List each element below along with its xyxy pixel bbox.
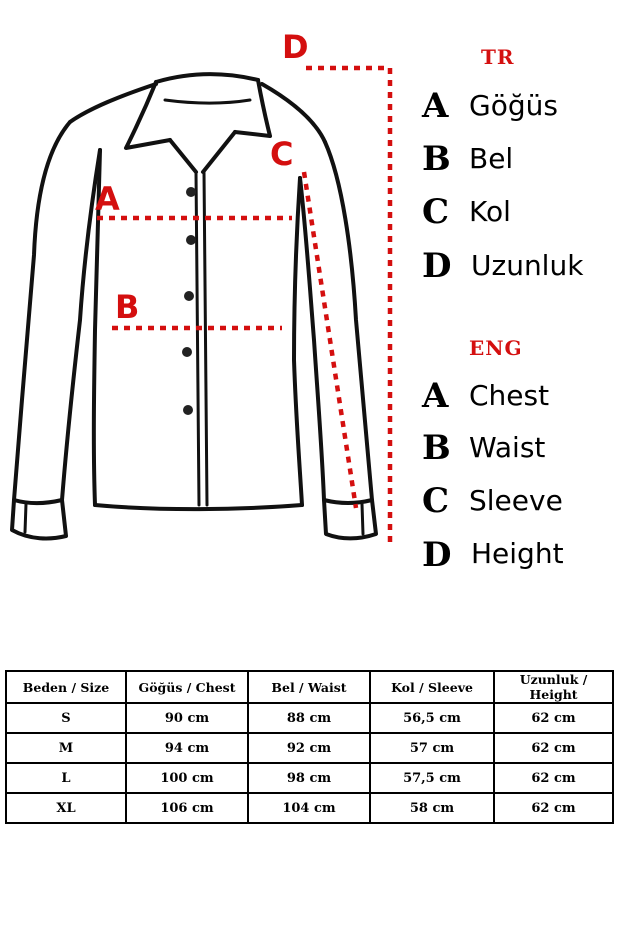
table-header-row: [6, 671, 613, 703]
table-row: [6, 733, 613, 763]
cell-waist: 88 cm: [248, 703, 370, 733]
legend-tr-title: TR: [481, 45, 515, 69]
header-sleeve: Kol / Sleeve: [370, 671, 494, 703]
shirt-button: [182, 347, 192, 357]
cell-chest: 90 cm: [126, 703, 248, 733]
marker-a: A: [95, 180, 120, 218]
cell-size: M: [6, 733, 126, 763]
size-table: [5, 670, 614, 824]
legend-eng-key-a: A: [422, 376, 449, 416]
shirt-button: [183, 405, 193, 415]
cell-size: S: [6, 703, 126, 733]
legend-eng-key-d: D: [422, 535, 452, 575]
legend-eng-key-c: C: [422, 481, 450, 521]
shirt-button: [184, 291, 194, 301]
header-chest: Göğüs / Chest: [126, 671, 248, 703]
cell-waist: 92 cm: [248, 733, 370, 763]
cell-sleeve: 56,5 cm: [370, 703, 494, 733]
cell-height: 62 cm: [494, 763, 613, 793]
legend-tr-key-d: D: [422, 246, 452, 286]
cell-sleeve: 57 cm: [370, 733, 494, 763]
legend-tr-label-d: Uzunluk: [471, 249, 584, 282]
cell-height: 62 cm: [494, 793, 613, 823]
cell-sleeve: 57,5 cm: [370, 763, 494, 793]
sleeve-measure-line: [304, 172, 356, 508]
table-row: [6, 763, 613, 793]
legend-tr-key-b: B: [422, 139, 451, 179]
table-row: [6, 703, 613, 733]
cell-waist: 104 cm: [248, 793, 370, 823]
cell-chest: 94 cm: [126, 733, 248, 763]
legend-eng-label-b: Waist: [469, 431, 546, 464]
marker-b: B: [115, 288, 140, 326]
cell-chest: 106 cm: [126, 793, 248, 823]
legend-tr-label-c: Kol: [469, 195, 511, 228]
shirt-outline: [12, 74, 376, 538]
cell-height: 62 cm: [494, 703, 613, 733]
marker-c: C: [270, 135, 294, 173]
cell-waist: 98 cm: [248, 763, 370, 793]
legend-eng-title: ENG: [469, 336, 523, 360]
legend-eng-label-c: Sleeve: [469, 484, 563, 517]
cell-chest: 100 cm: [126, 763, 248, 793]
cell-size: XL: [6, 793, 126, 823]
legend-tr-label-a: Göğüs: [469, 89, 558, 122]
cell-height: 62 cm: [494, 733, 613, 763]
legend-eng-key-b: B: [422, 428, 451, 468]
shirt-button: [186, 187, 196, 197]
legend-tr-key-a: A: [422, 86, 449, 126]
legend-tr-key-c: C: [422, 192, 450, 232]
shirt-button: [186, 235, 196, 245]
legend-tr-label-b: Bel: [469, 142, 514, 175]
marker-d: D: [282, 28, 309, 66]
legend-eng-label-a: Chest: [469, 379, 550, 412]
header-size: Beden / Size: [6, 671, 126, 703]
cell-size: L: [6, 763, 126, 793]
header-waist: Bel / Waist: [248, 671, 370, 703]
legend-eng-label-d: Height: [471, 537, 564, 570]
cell-sleeve: 58 cm: [370, 793, 494, 823]
header-height: Uzunluk / Height: [494, 671, 613, 703]
table-row: [6, 793, 613, 823]
height-measure-line: [306, 68, 390, 548]
